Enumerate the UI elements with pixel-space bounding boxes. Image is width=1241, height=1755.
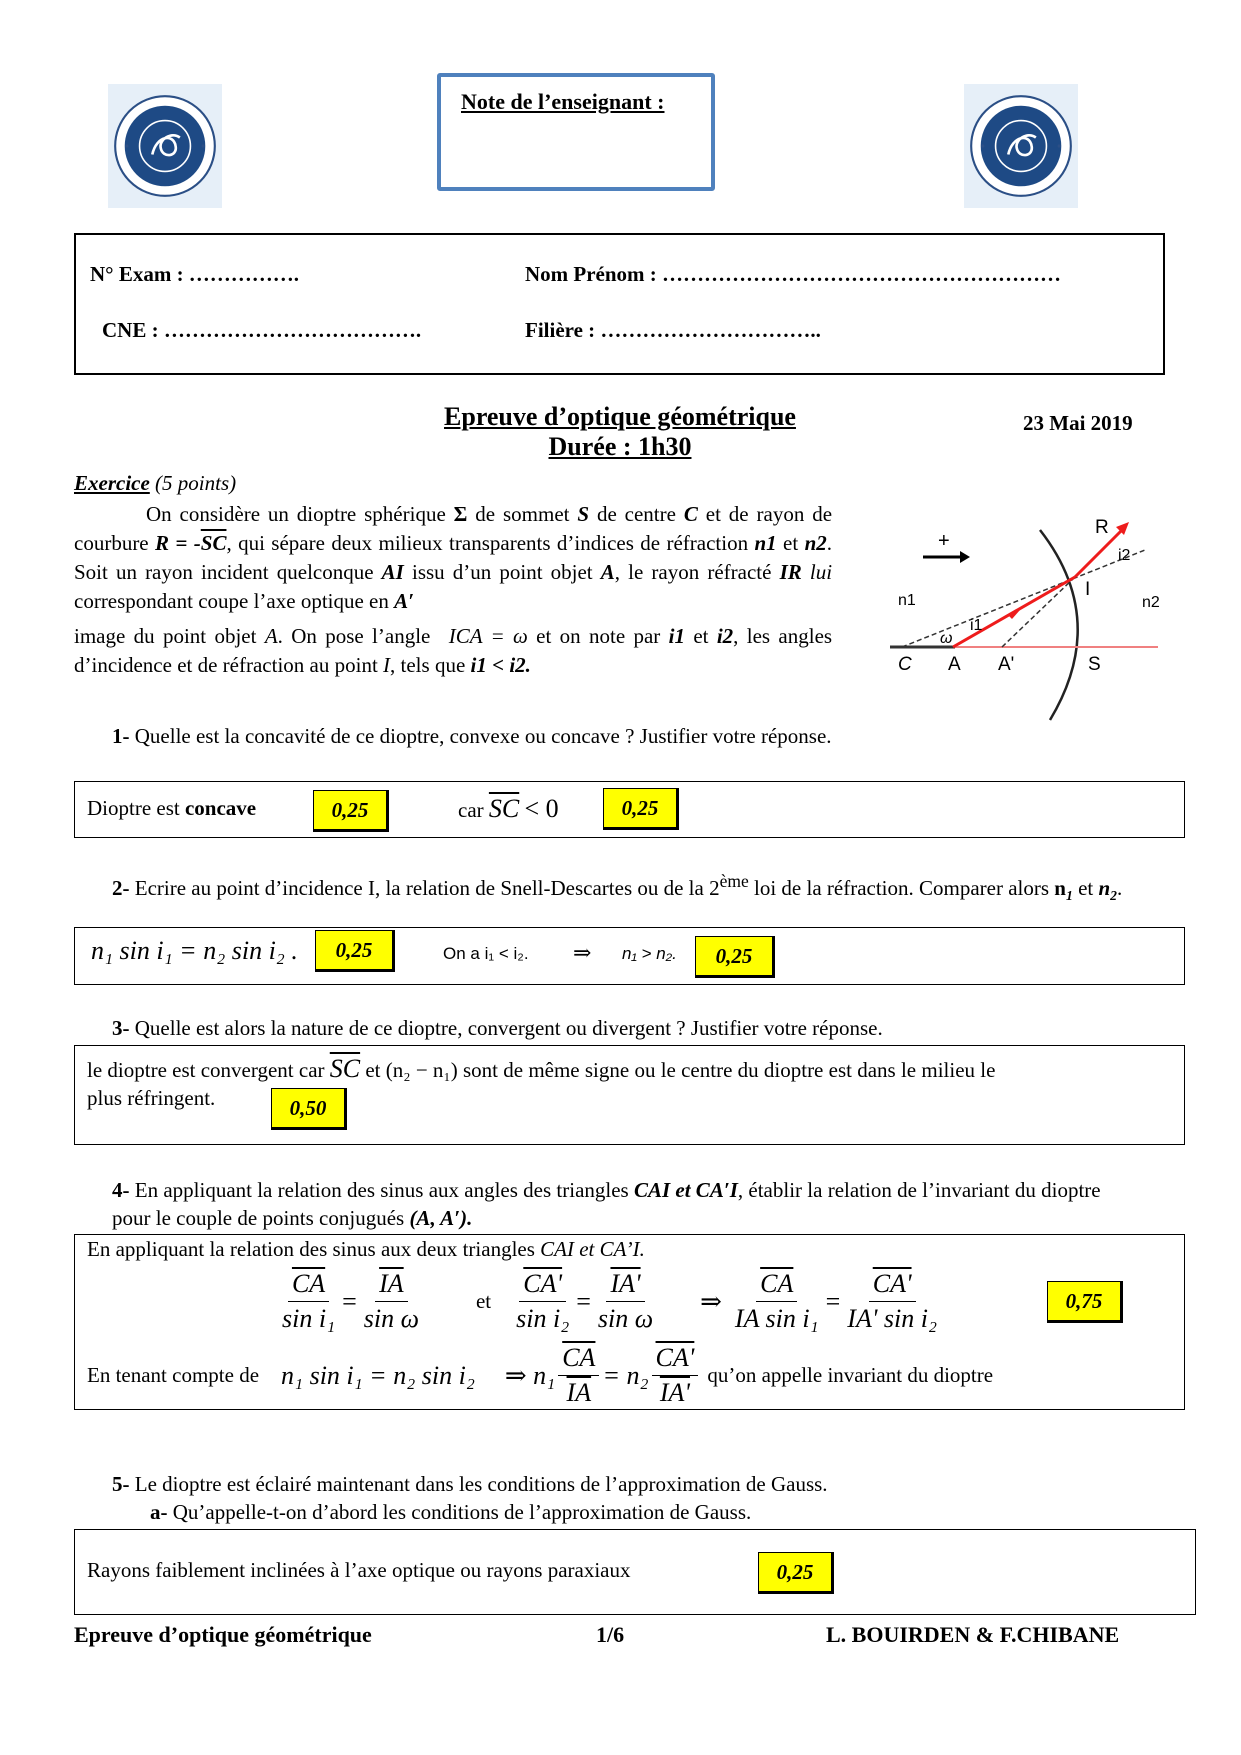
student-info-box (74, 233, 1165, 375)
snell-equation: n₁ sin i₁ = n₂ sin i₂ . (91, 936, 298, 965)
score-badge: 0,25 (603, 788, 679, 830)
score-badge: 0,50 (271, 1088, 347, 1130)
question-4: 4- En appliquant la relation des sinus aux angles des triangles CAI et CA′I, établir la relation de l’invariant du dioptre pour le couple de points conjugués (A, A′). (112, 1178, 1101, 1230)
arrow-head-icon (960, 551, 970, 563)
label-R: R (1095, 517, 1109, 538)
question-5: 5- Le dioptre est éclairé maintenant dans les conditions de l’approximation de Gauss. (112, 1472, 828, 1496)
exercise-points: (5 points) (149, 471, 237, 495)
answer-box-5a: Rayons faiblement inclinées à l’axe optique ou rayons paraxiaux 0,25 (74, 1529, 1196, 1615)
label-I: I (1085, 579, 1091, 600)
label-plus: + (938, 530, 950, 552)
question-1: 1- Quelle est la concavité de ce dioptre, convexe ou concave ? Justifier votre réponse. (112, 724, 832, 748)
footer-title: Epreuve d’optique géométrique (74, 1622, 372, 1647)
question-5a: a- Qu’appelle-t-on d’abord les conditions de l’approximation de Gauss. (150, 1500, 752, 1524)
dioptre-surface (1040, 530, 1078, 720)
university-logo-right (964, 84, 1078, 208)
label-A: A (948, 654, 961, 675)
score-badge: 0,25 (695, 936, 775, 978)
exam-duration: Durée : 1h30 (548, 432, 692, 461)
dioptre-diagram (880, 505, 1180, 735)
label-C: C (898, 654, 912, 675)
answer-box-2: n₁ sin i₁ = n₂ sin i₂ . 0,25 On a i₁ < i₂. ⇒ n₁ > n₂. 0,25 (74, 927, 1185, 985)
exercise-heading (74, 471, 236, 496)
exam-number-field[interactable]: N° Exam : ……………. (90, 262, 300, 286)
exercise-intro: On considère un dioptre sphérique Σ de sommet S de centre C et de rayon de courbure $R = -\overline{SC}$, qui sépare deux milieux transparents d’indices de réfraction n1 et n2. Soit un rayon incident quelconque AI issu d’un point objet A, le rayon réfracté IR lui correspondant coupe l’axe optique en A′ image du point objet A. On pose l’angle ICA = ω et on note par i1 et i2, les angles d’incidence et de réfraction au point I, tels que i1 < i2. (74, 502, 833, 677)
footer-authors: L. BOUIRDEN & F.CHIBANE (826, 1622, 1120, 1647)
teacher-note-label: Note de l’enseignant : (461, 89, 665, 114)
label-omega: ω (940, 630, 953, 647)
cne-field[interactable]: CNE : ………………………………. (102, 318, 422, 342)
exercise-label: Exercice (74, 471, 150, 495)
seal-icon (968, 93, 1074, 199)
question-3: 3- Quelle est alors la nature de ce dioptre, convergent ou divergent ? Justifier votre réponse. (112, 1016, 883, 1040)
full-name-field[interactable]: Nom Prénom : ………………………………………………… (525, 262, 1062, 286)
normal-line (902, 550, 1145, 647)
filiere-field[interactable]: Filière : ………………………….. (525, 318, 821, 342)
incident-ray (953, 577, 1075, 647)
page-number: 1/6 (596, 1622, 625, 1647)
score-badge: 0,25 (758, 1552, 834, 1594)
exam-date: 23 Mai 2019 (1023, 411, 1133, 435)
answer-box-3: le dioptre est convergent car $\overline{SC}$ et (n₂ − n₁) sont de même signe ou le centre du dioptre est dans le milieu le plus réfringent. 0,50 (74, 1045, 1185, 1145)
teacher-note-box[interactable] (437, 73, 715, 191)
label-i1: i1 (970, 617, 983, 634)
score-badge: 0,25 (315, 930, 395, 972)
score-badge: 0,75 (1047, 1281, 1123, 1323)
exam-title: Epreuve d’optique géométrique (444, 402, 796, 431)
label-n2: n2 (1142, 594, 1160, 611)
invariant-equation: En tenant compte de n₁ sin i₁ = n₂ sin i₂ ⇒ n₁ $\frac{\overline{CA}}{IA}$ = n₂ $\frac{CA'}{IA'}$ qu’on appelle invariant du dioptre (87, 1343, 994, 1407)
answer-box-1: Dioptre est concave 0,25 car $\overline{SC} < 0$ 0,25 (74, 781, 1185, 838)
question-2: 2- Ecrire au point d’incidence I, la relation de Snell-Descartes ou de la 2ème loi de la réfraction. Comparer alors $n_1$ et $n_2$. (112, 871, 1123, 904)
label-i2: i2 (1118, 547, 1131, 564)
label-n1: n1 (898, 592, 916, 609)
answer-box-4: En appliquant la relation des sinus aux deux triangles CAI et CA’I. $\frac{\overline{CA}}{\text{sin i₁}}$ = $\frac{\overline{IA}}{\text{sin ω}}$ et $\frac{CA'}{\text{sin i₂}}$ = $\frac{IA'}{\text{sin ω}}$ ⇒ $\frac{\overline{CA}}{\text{IA sin i₁}}$ = $\frac{CA'}{\text{IA' sin i₂}}$ 0,75 En tenant compte de n₁ sin i₁ = n₂ sin i₂ ⇒ n₁ $\frac{\overline{CA}}{IA}$ = n₂ $\frac{CA'}{IA'}$ qu’on appelle invariant du dioptre (74, 1234, 1185, 1410)
seal-icon (112, 93, 218, 199)
sine-law-equations: $\frac{\overline{CA}}{\text{sin i₁}}$ = $\frac{\overline{IA}}{\text{sin ω}}$ et $\frac{CA'}{\text{sin i₂}}$ = $\frac{IA'}{\text{sin ω}}$ ⇒ $\frac{\overline{CA}}{\text{IA sin i₁}}$ = $\frac{CA'}{\text{IA' sin i₂}}$ (282, 1269, 937, 1333)
score-badge: 0,25 (313, 790, 389, 832)
label-S: S (1088, 654, 1101, 675)
label-A-prime: A' (998, 654, 1015, 675)
university-logo-left (108, 84, 222, 208)
